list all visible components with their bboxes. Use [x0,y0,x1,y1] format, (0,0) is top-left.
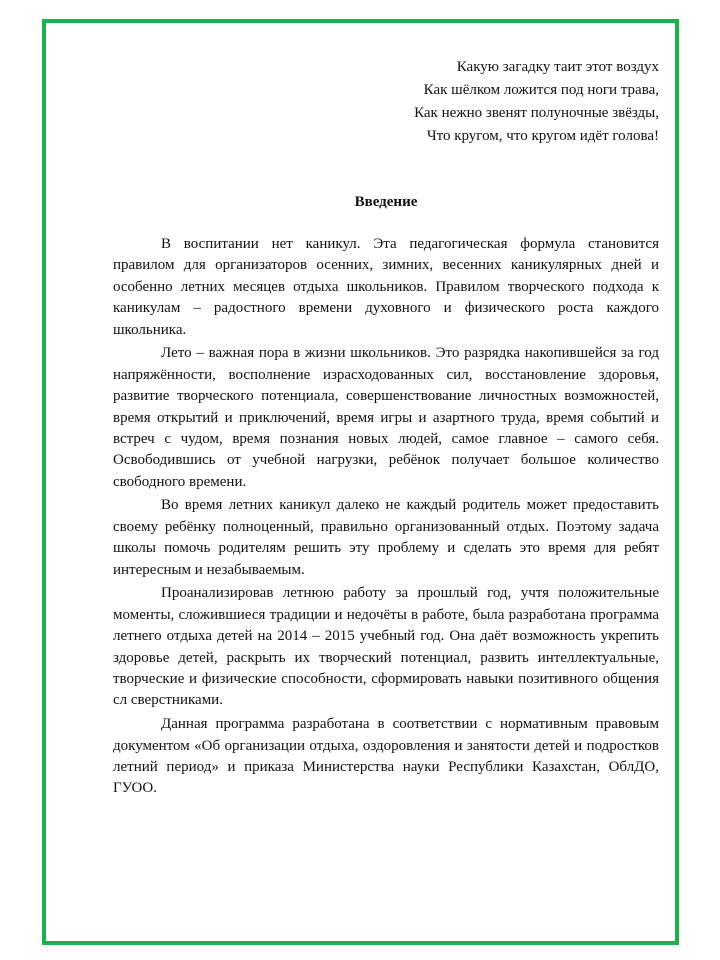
poem-line: Какую загадку таит этот воздух [456,59,659,75]
paragraph: В воспитании нет каникул. Эта педагогическая формула становится правилом для организаторов осенних, зимних, весенних каникулярных дней и особенно летних месяцев отдыха школьников. Правилом творческого подхода к каникулам – радостного времени духовного и физического роста каждого школьника. [113,236,659,338]
poem-line: Как нежно звенят полуночные звёзды, [414,105,659,121]
paragraph: Проанализировав летнюю работу за прошлый год, учтя положительные моменты, сложившиеся традиции и недочёты в работе, была разработана программа летнего отдыха детей на 2014 – 2015 учебный год. Она даёт возможность укрепить здоровье детей, раскрыть их творческий потенциал, развить интеллектуальные, творческие и физические способности, сформировать навыки позитивного общения сл сверстниками. [113,585,659,709]
paragraph: Лето – важная пора в жизни школьников. Это разрядка накопившейся за год напряжённости, восполнение израсходованных сил, восстановление здоровья, развитие творческого потенциала, совершенствование личностных возможностей, время открытий и приключений, время игры и азартного труда, время событий и встреч с чудом, время познания новых людей, самое главное – самого себя. Освободившись от учебной нагрузки, ребёнок получает большое количество свободного времени. [113,345,659,490]
poem-line: Как шёлком ложится под ноги трава, [423,82,659,98]
body-text [113,234,659,800]
paragraph: Во время летних каникул далеко не каждый родитель может предоставить своему ребёнку полноценный, правильно организованный отдых. Поэтому задача школы помочь родителям решить эту проблему и сделать это время для ребят интересным и незабываемым. [113,497,659,578]
document-content [113,56,659,802]
epigraph-poem [113,56,659,148]
paragraph: Данная программа разработана в соответствии с нормативным правовым документом «Об организации отдыха, оздоровления и занятости детей и подростков летний период» и приказа Министерства науки Республики Казахстан, ОблДО, ГУОО. [113,716,659,797]
section-heading: Введение [354,194,418,210]
poem-line: Что кругом, что кругом идёт голова! [426,128,659,144]
